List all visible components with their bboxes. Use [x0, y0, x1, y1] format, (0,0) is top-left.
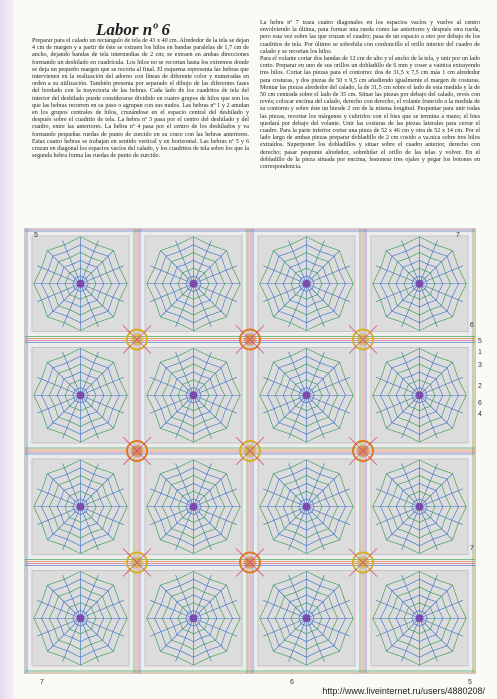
web-center: [303, 503, 311, 511]
web-center: [303, 614, 311, 622]
web-center: [416, 614, 424, 622]
web-center: [190, 391, 198, 399]
instructions-left-column: [32, 38, 249, 160]
thread-number-label: 6: [290, 679, 294, 686]
thread-number-label: 5: [468, 679, 472, 686]
instructions-paragraph: La hebra nº 7 traza cuatro diagonales en los espacios vacíos y vuelve al centro envolviendo la última, para formar una rueda como las anteriores y después otra rueda, pero esta vez sobre las que cruzan el cuadro; pasa de un espacio a otro por debajo de los cuadritos de tela. Por último se sobrehila con cordoncillo el orillo interior del cuadro de calado y se recortan los hilos.: [260, 20, 480, 55]
web-center: [190, 503, 198, 511]
thread-number-label: 7: [470, 545, 474, 552]
thread-number-label: 1: [478, 349, 482, 356]
web-center: [416, 503, 424, 511]
embroidery-diagram: [24, 228, 476, 674]
web-center: [77, 503, 85, 511]
instructions-paragraph: Preparar para el calado un rectángulo de tela de 43 x 40 cm. Alrededor de la tela se dejan 4 cm de margen y a partir de éste se extraen los hilos en bandas paralelas de 1,7 cm de ancho, dejando bandas de tela intermedias de 2 cm; se extraen en ambas direcciones formando un deshilado en cuadrícula. Los hilos no se recortan hasta los extremos donde se deja un pequeño margen que se recorta al final. El esquema representa las hebras que intervienen en la realización del adorno con líneas de diferente color y numeradas en orden a su utilización. También presenta por separado el dibujo de las diferentes fases del bordado con la trayectoria de las hebras. Cada lado de los cuadritos de tela del interior del deshilado puede considerarse dividido en cuatro grupos de hilos que son los que las hebras recorren en su paso o agrupan con sus nudos. Las hebras nº 1 y 2 anudan en los grupos centrales de hilos, cruzándose en el espacio central del deshilado y después sobre el cuadrito de tela. La hebra nº 3 pasa por el centro del deshilado y del cuadro, entre las anteriores. La hebra nº 4 pasa por el centro de los deshilados y va formando pequeñas ruedas de punto de zurcido en su cruce con las hebras anteriores. Estas cuatro hebras se trabajan en sentido vertical y en horizontal. Las hebras nº 5 y 6 cruzan en diagonal los espacios vacíos del calado, y los cuadritos de tela sobre los que la segunda hebra forma las ruedas de punto de zurcido.: [32, 38, 249, 160]
thread-number-label: 5: [34, 232, 38, 239]
web-center: [303, 280, 311, 288]
web-center: [416, 280, 424, 288]
thread-number-label: 7: [456, 232, 460, 239]
instructions-right-column: [260, 20, 480, 171]
web-center: [416, 391, 424, 399]
page-title: Labor nº 6: [96, 20, 171, 39]
page-edge-band: [0, 0, 14, 699]
thread-number-label: 2: [478, 383, 482, 390]
thread-number-label: 4: [478, 411, 482, 418]
thread-number-label: 3: [478, 362, 482, 369]
web-center: [77, 280, 85, 288]
source-url: http://www.liveinternet.ru/users/4880208/: [322, 686, 485, 696]
thread-number-label: 7: [40, 679, 44, 686]
thread-number-label: 6: [470, 322, 474, 329]
thread-number-label: 5: [478, 338, 482, 345]
thread-number-label: 6: [478, 400, 482, 407]
web-center: [77, 614, 85, 622]
web-center: [190, 280, 198, 288]
web-center: [190, 614, 198, 622]
web-center: [77, 391, 85, 399]
instructions-paragraph: Para el volante cortar dos bandas de 12 cm de alto y el ancho de la tela, y unir por un lado corto. Preparar en uno de sus orillos un dobladillo de 6 mm y coser a vainica extrayendo tres hilos. Cortar las piezas para el contorno: dos de 31,5 x 7,5 cm más 1 cm alrededor para costuras, y dos piezas de 50 x 9,5 cm añadiendo igualmente el margen de costuras. Montar las piezas alrededor del calado, la de 31,5 cm sobre el lado de esta medida y la de 50 cm centrada sobre el lado de 35 cm. Situar las piezas por debajo del calado, revés con revés; colocar encima del calado, derecho con derecho, el volante fruncido a la medida de su contorno y sobre éste un biesde 2 cm de la misma longitud. Pespuntar para unir todas las piezas, recortar los márgenes y cubrirlos con el bies que se termina a mano; el bies quedará por debajo del volante. Unir las costuras de las piezas laterales para cerrar el cuadro. Para la parte inferior cortar una pieza de 52 x 46 cm y otra de 52 x 14 cm. Por el lado largo de ambas piezas preparar dobladillo de 2 cm cosido a va.nica sobre tres hilos extraídos. Superponer los dobladillos y situar sobre el cuadro anterior, derecho con derecho; pasar pespunte alrededor, sobrehilar el orillo de las telas y volver. En el dobladillo de la pieza situada por encima, festonear tres ojales y pegar los botones en correspondencia.: [260, 56, 480, 171]
web-center: [303, 391, 311, 399]
